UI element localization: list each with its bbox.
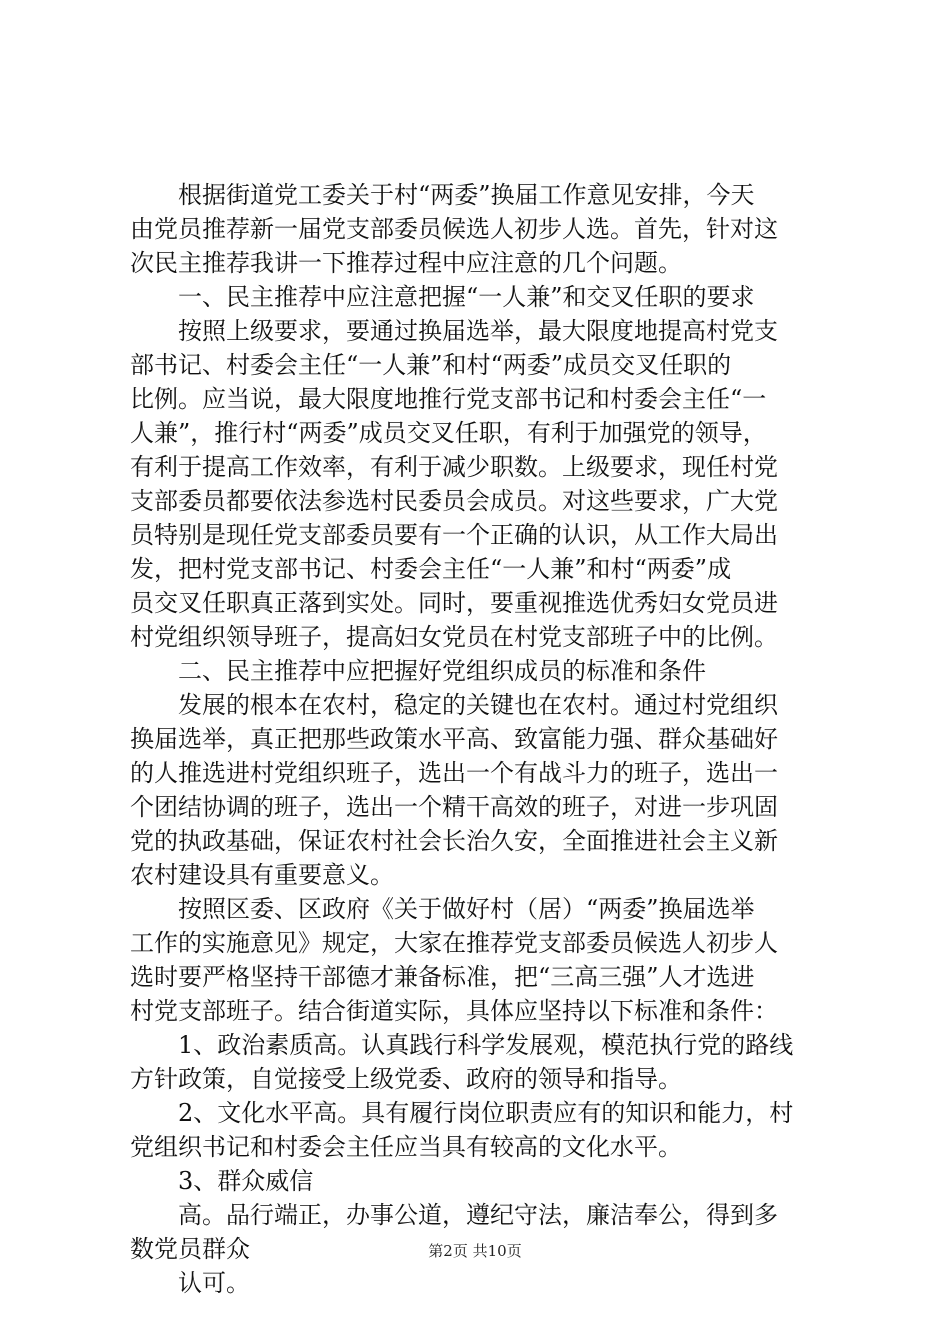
- text-line: 比例。应当说，最大限度地推行党支部书记和村委会主任“一: [130, 385, 767, 413]
- page-footer: 第2页 共10页: [428, 1242, 522, 1260]
- text-line: 员特别是现任党支部委员要有一个正确的认识，从工作大局出: [130, 521, 778, 549]
- text-line: 人兼”，推行村“两委”成员交叉任职，有利于加强党的领导，: [130, 419, 767, 447]
- text-line: 支部委员都要依法参选村民委员会成员。对这些要求，广大党: [130, 487, 778, 515]
- text-line: 部书记、村委会主任“一人兼”和村“两委”成员交叉任职的: [130, 351, 732, 379]
- text-line: 的人推选进村党组织班子，选出一个有战斗力的班子，选出一: [130, 759, 778, 787]
- text-line: 次民主推荐我讲一下推荐过程中应注意的几个问题。: [130, 249, 682, 277]
- text-line: 有利于提高工作效率，有利于减少职数。上级要求，现任村党: [130, 453, 778, 481]
- text-line: 工作的实施意见》规定，大家在推荐党支部委员候选人初步人: [130, 929, 778, 957]
- text-line: 党组织书记和村委会主任应当具有较高的文化水平。: [130, 1133, 682, 1161]
- text-line: 个团结协调的班子，选出一个精干高效的班子，对进一步巩固: [130, 793, 778, 821]
- text-line: 由党员推荐新一届党支部委员候选人初步人选。首先，针对这: [130, 215, 778, 243]
- section-heading: 一、民主推荐中应注意把握“一人兼”和交叉任职的要求: [178, 283, 755, 311]
- text-line: 员交叉任职真正落到实处。同时，要重视推选优秀妇女党员进: [130, 589, 778, 617]
- text-line: 高。品行端正，办事公道，遵纪守法，廉洁奉公，得到多: [178, 1201, 778, 1229]
- text-line: 数党员群众: [130, 1235, 250, 1263]
- text-line: 方针政策，自觉接受上级党委、政府的领导和指导。: [130, 1065, 682, 1093]
- text-line: 认可。: [178, 1269, 250, 1297]
- list-item: 1、政治素质高。认真践行科学发展观，模范执行党的路线: [178, 1031, 794, 1059]
- text-line: 农村建设具有重要意义。: [130, 861, 394, 889]
- document-body: [130, 178, 830, 1300]
- list-item: 2、文化水平高。具有履行岗位职责应有的知识和能力，村: [178, 1099, 794, 1127]
- text-line: 党的执政基础，保证农村社会长治久安，全面推进社会主义新: [130, 827, 778, 855]
- text-line: 选时要严格坚持干部德才兼备标准，把“三高三强”人才选进: [130, 963, 755, 991]
- section-heading: 二、民主推荐中应把握好党组织成员的标准和条件: [178, 657, 706, 685]
- text-line: 发，把村党支部书记、村委会主任“一人兼”和村“两委”成: [130, 555, 732, 583]
- text-line: 发展的根本在农村，稳定的关键也在农村。通过村党组织: [178, 691, 778, 719]
- list-item: 3、群众威信: [178, 1167, 314, 1195]
- text-line: 换届选举，真正把那些政策水平高、致富能力强、群众基础好: [130, 725, 778, 753]
- text-line: 根据街道党工委关于村“两委”换届工作意见安排，今天: [178, 181, 755, 209]
- text-line: 村党支部班子。结合街道实际，具体应坚持以下标准和条件：: [130, 997, 778, 1025]
- text-line: 村党组织领导班子，提高妇女党员在村党支部班子中的比例。: [130, 623, 778, 651]
- text-line: 按照区委、区政府《关于做好村（居）“两委”换届选举: [178, 895, 755, 923]
- text-line: 按照上级要求，要通过换届选举，最大限度地提高村党支: [178, 317, 778, 345]
